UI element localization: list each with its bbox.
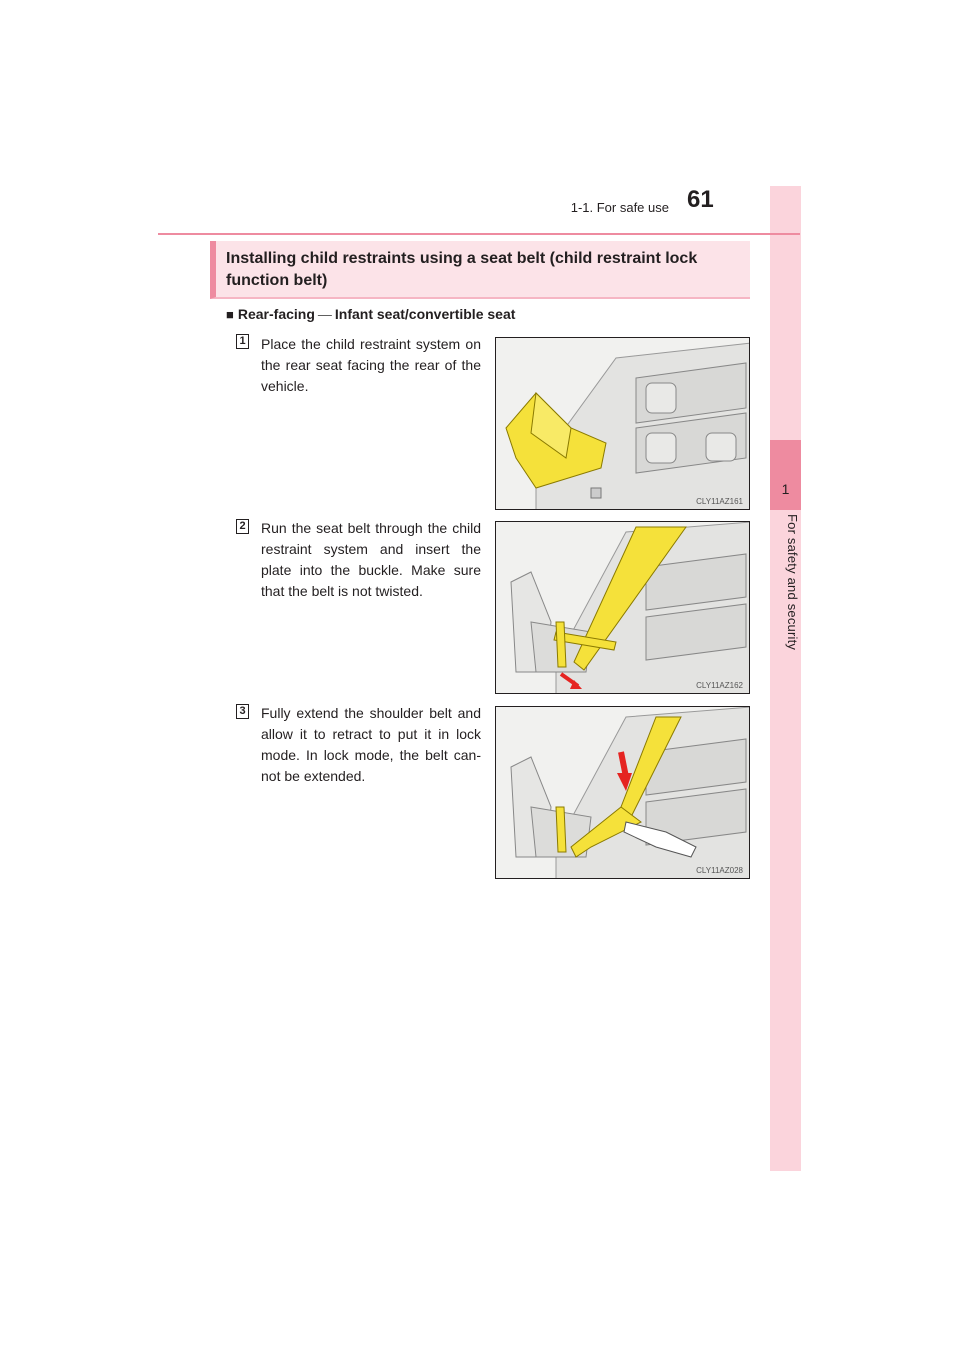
- step-2-badge: 2: [236, 519, 249, 534]
- step-1-figure: [495, 337, 750, 510]
- chapter-side-tab: [770, 186, 801, 1171]
- page-number: 61: [687, 186, 714, 213]
- belt-routing-illustration: [496, 522, 750, 694]
- step-3-figure: [495, 706, 750, 879]
- chapter-label: For safety and security: [785, 514, 800, 651]
- step-3-badge: 3: [236, 704, 249, 719]
- running-head: 1-1. For safe use: [570, 200, 669, 215]
- subsection-heading: [226, 306, 515, 322]
- figure-code: CLY11AZ162: [696, 681, 743, 690]
- step-1-text: Place the child restraint system on the rear seat facing the rear of the vehicle.: [261, 336, 481, 394]
- subsection-label-b: Infant seat/convertible seat: [334, 306, 516, 322]
- belt-lock-mode-illustration: [496, 707, 750, 879]
- chapter-number: 1: [781, 481, 790, 497]
- square-bullet-icon: ■: [226, 307, 234, 322]
- step-1-badge: 1: [236, 334, 249, 349]
- subsection-label-a: Rear-facing: [237, 306, 315, 322]
- chapter-number-block: [770, 440, 801, 510]
- step-2-text: Run the seat belt through the child restraint system and insert the plate into the buckle. Make sure that the belt is not twisted.: [261, 520, 481, 599]
- figure-code: CLY11AZ028: [696, 866, 743, 875]
- section-heading-box: [210, 241, 750, 299]
- rear-seat-infant-seat-illustration: [496, 338, 750, 510]
- step-2-figure: [495, 521, 750, 694]
- subsection-dash: —: [317, 306, 332, 322]
- step-3-text: Fully extend the shoulder belt and allow it to retract to put it in lock mode. In lock mode, the belt can-not be extended.: [261, 705, 481, 784]
- figure-code: CLY11AZ161: [696, 497, 743, 506]
- header-rule: [158, 233, 800, 235]
- section-heading: Installing child restraints using a seat belt (child restraint lock function belt): [226, 250, 698, 289]
